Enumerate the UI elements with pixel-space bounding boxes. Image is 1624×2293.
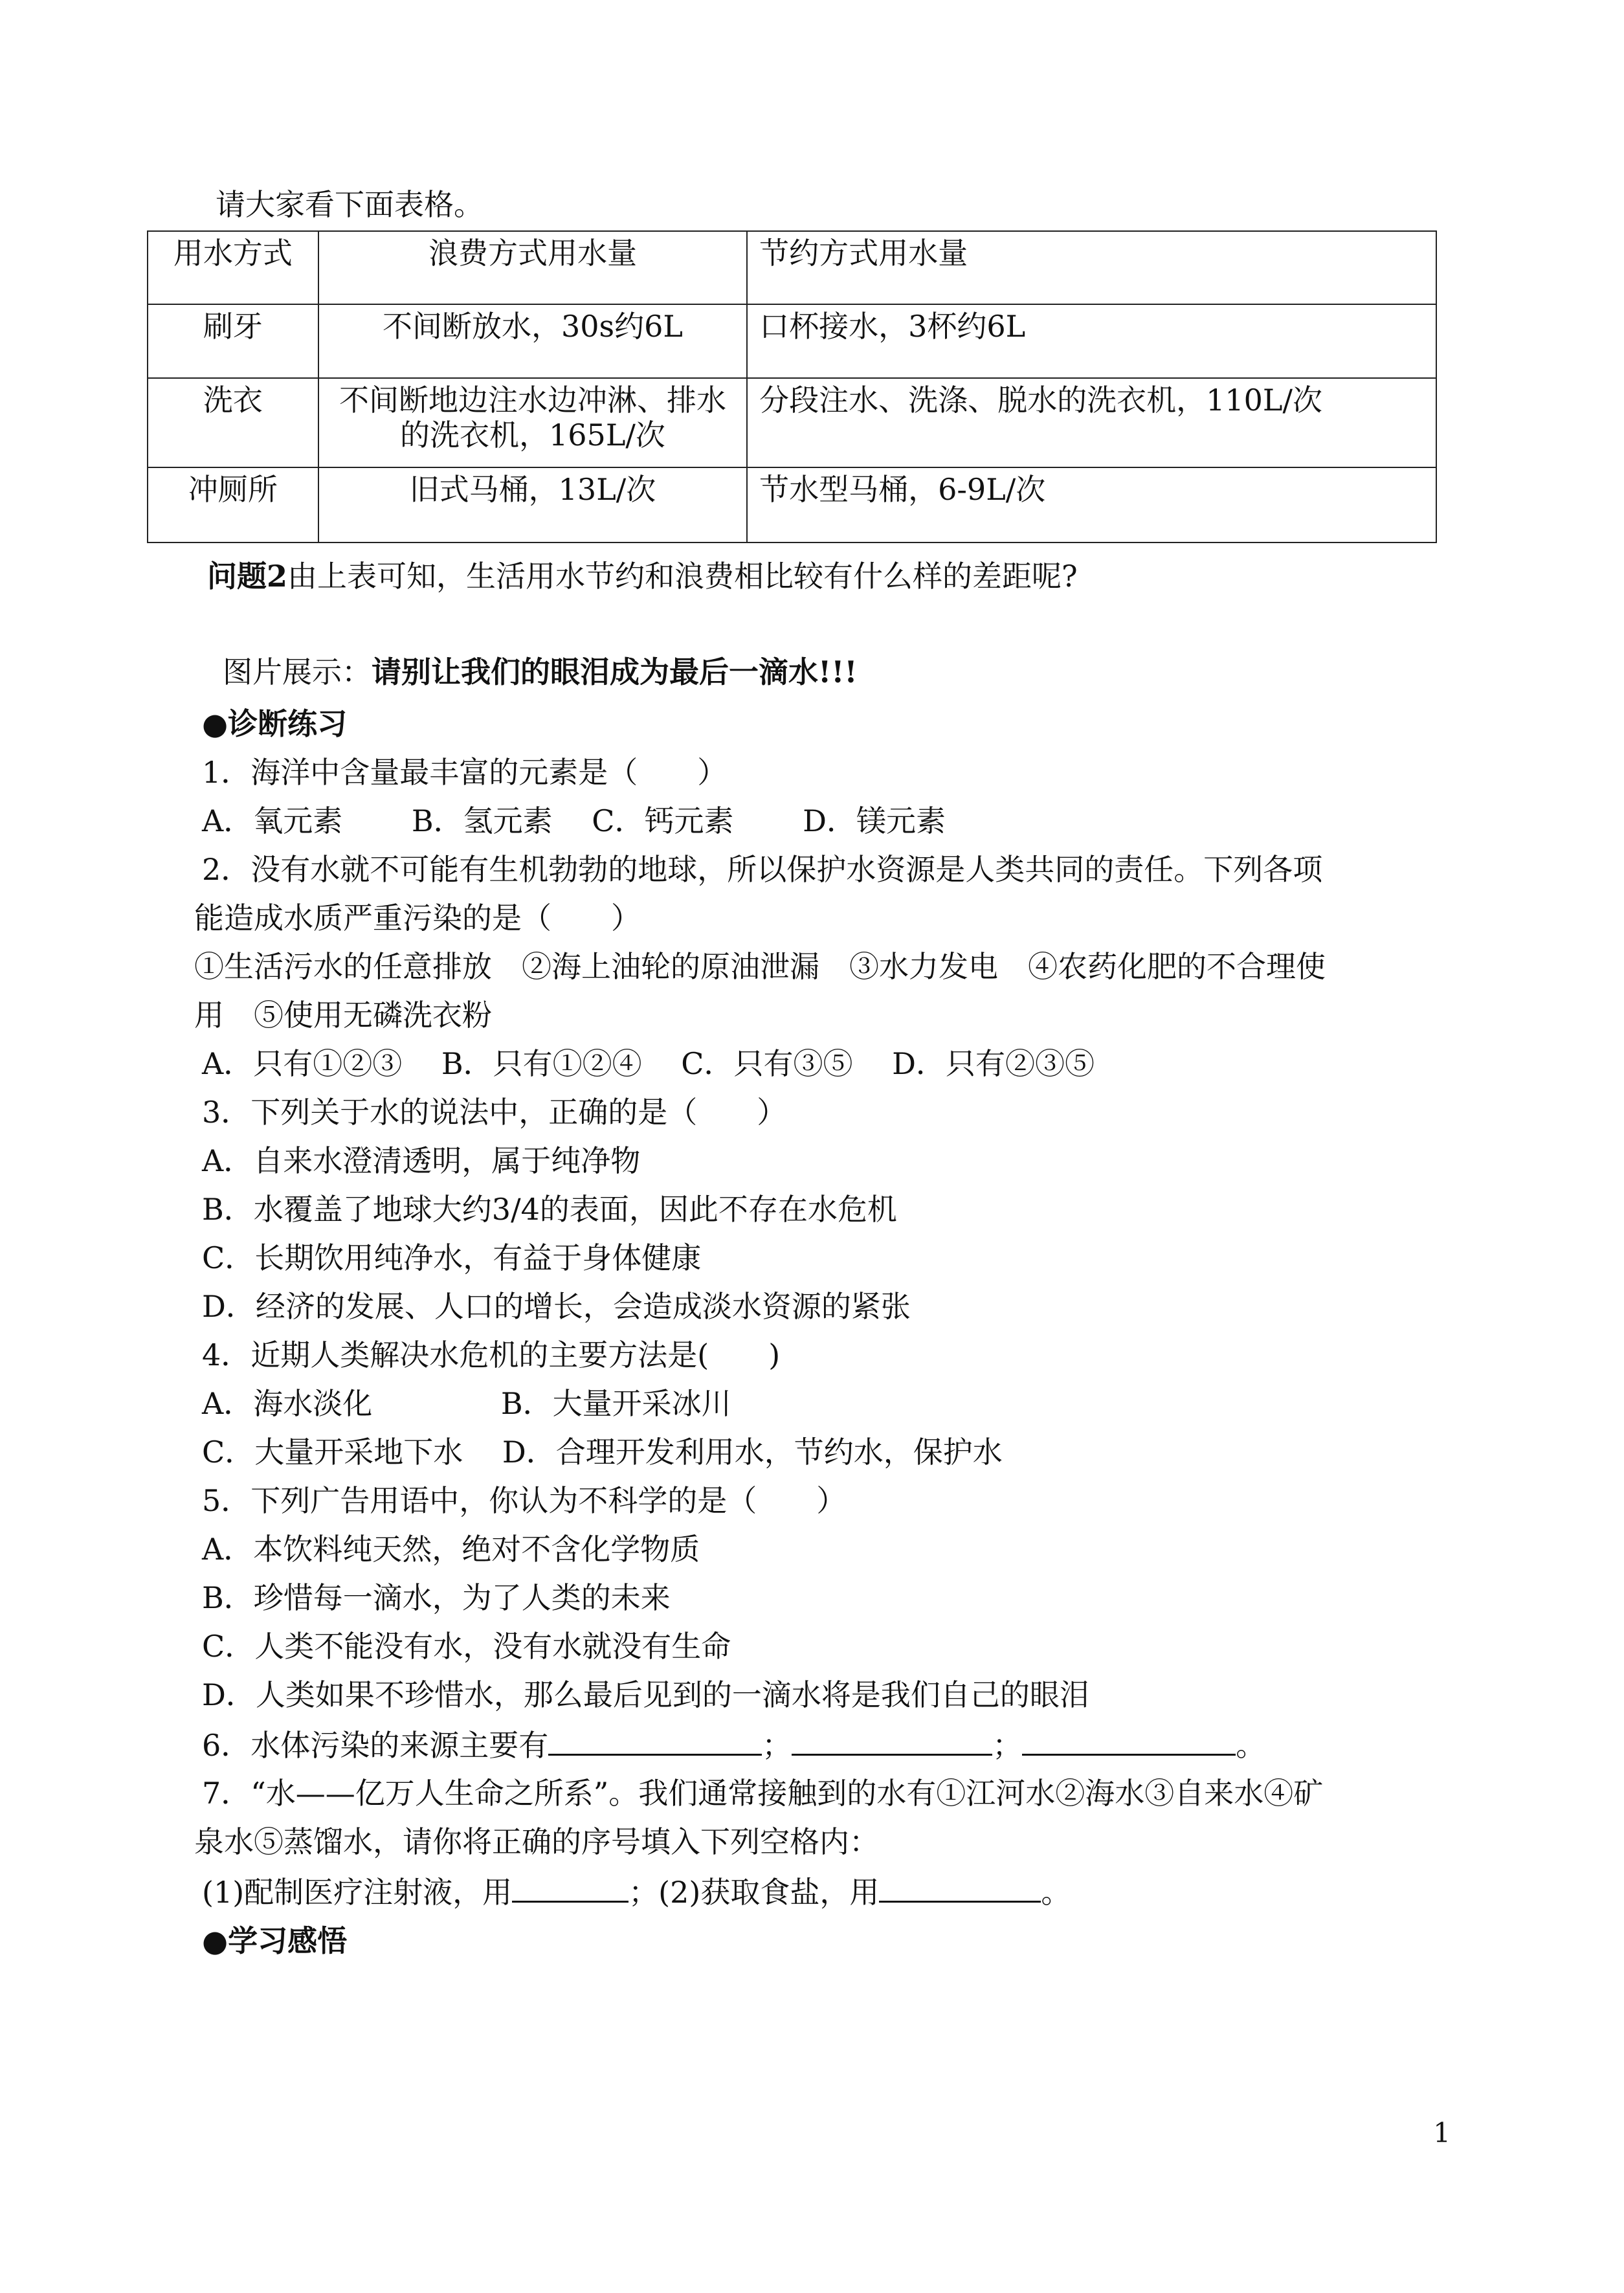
cell-waste: 不间断地边注水边冲淋、排水的洗衣机，165L/次 (318, 378, 747, 467)
q7-fill-in (202, 1871, 1071, 1912)
q6-prefix: 6．水体污染的来源主要有 (202, 1728, 549, 1763)
q7-part1: (1)配制医疗注射液，用 (202, 1875, 513, 1910)
q7-blank-1[interactable] (512, 1871, 628, 1903)
q7-blank-2[interactable] (879, 1871, 1041, 1903)
picture-label: 图片展示： (223, 654, 372, 689)
cell-waste: 不间断放水，30s约6L (318, 304, 747, 378)
section-reflection-heading: ●学习感悟 (202, 1923, 348, 1958)
water-usage-table (147, 230, 1437, 543)
q5-option-b: B．珍惜每一滴水，为了人类的未来 (202, 1580, 671, 1615)
question-2 (207, 557, 1078, 596)
picture-slogan: 请别让我们的眼泪成为最后一滴水!!! (372, 654, 858, 689)
q4-options-ab: A．海水淡化 B．大量开采冰川 (202, 1386, 731, 1421)
q6-blank-1[interactable] (548, 1724, 762, 1756)
section-practice-heading: ●诊断练习 (202, 706, 348, 741)
q6-fill-in (202, 1724, 1265, 1765)
question-2-label: 问题2 (207, 559, 288, 594)
q1-options: A．氧元素 B．氢元素 C．钙元素 D．镁元素 (202, 803, 946, 838)
q6-separator: ； (992, 1728, 1023, 1763)
cell-method: 洗衣 (148, 378, 318, 467)
q6-separator: ； (762, 1728, 792, 1763)
q5-option-c: C．人类不能没有水，没有水就没有生命 (202, 1629, 731, 1664)
cell-save: 分段注水、洗涤、脱水的洗衣机，110L/次 (747, 378, 1436, 467)
q2-stem-line1: 2．没有水就不可能有生机勃勃的地球，所以保护水资源是人类共同的责任。下列各项 (202, 852, 1323, 887)
table-row (148, 467, 1436, 542)
q5-option-a: A．本饮料纯天然，绝对不含化学物质 (202, 1532, 700, 1567)
q7-stem-line2: 泉水⑤蒸馏水，请你将正确的序号填入下列空格内： (194, 1824, 879, 1859)
q3-option-d: D．经济的发展、人口的增长，会造成淡水资源的紧张 (202, 1289, 911, 1324)
q7-part2: (2)获取食盐，用 (658, 1875, 880, 1910)
intro-text: 请大家看下面表格。 (216, 187, 484, 222)
q2-options: A．只有①②③ B．只有①②④ C．只有③⑤ D．只有②③⑤ (202, 1046, 1095, 1081)
table-row (148, 304, 1436, 378)
q3-option-a: A．自来水澄清透明，属于纯净物 (202, 1143, 641, 1178)
q2-stem-line2: 能造成水质严重污染的是（ ） (194, 900, 641, 935)
q1-stem: 1．海洋中含量最丰富的元素是（ ） (202, 755, 728, 790)
q6-blank-3[interactable] (1022, 1724, 1236, 1756)
header-waste-amount: 浪费方式用水量 (318, 231, 747, 304)
q2-items-line1: ①生活污水的任意排放 ②海上油轮的原油泄漏 ③水力发电 ④农药化肥的不合理使 (194, 949, 1326, 984)
q3-option-b: B．水覆盖了地球大约3/4的表面，因此不存在水危机 (202, 1192, 897, 1227)
q4-stem: 4．近期人类解决水危机的主要方法是( ) (202, 1337, 781, 1372)
picture-caption (223, 653, 858, 691)
q6-end: 。 (1236, 1728, 1266, 1763)
q6-blank-2[interactable] (792, 1724, 992, 1756)
cell-save: 节水型马桶，6-9L/次 (747, 467, 1436, 542)
header-usage-method: 用水方式 (148, 231, 318, 304)
q7-end: 。 (1041, 1875, 1071, 1910)
q5-stem: 5．下列广告用语中，你认为不科学的是（ ） (202, 1483, 847, 1518)
table-row (148, 378, 1436, 467)
table-header-row (148, 231, 1436, 304)
cell-method: 冲厕所 (148, 467, 318, 542)
q3-stem: 3．下列关于水的说法中，正确的是（ ） (202, 1095, 787, 1130)
q7-stem-line1: 7．“水——亿万人生命之所系”。我们通常接触到的水有①江河水②海水③自来水④矿 (202, 1776, 1324, 1811)
cell-save: 口杯接水，3杯约6L (747, 304, 1436, 378)
page-number: 1 (1433, 2117, 1451, 2149)
header-save-amount: 节约方式用水量 (747, 231, 1436, 304)
q3-option-c: C．长期饮用纯净水，有益于身体健康 (202, 1240, 702, 1275)
cell-method: 刷牙 (148, 304, 318, 378)
q5-option-d: D．人类如果不珍惜水，那么最后见到的一滴水将是我们自己的眼泪 (202, 1677, 1089, 1712)
cell-waste: 旧式马桶，13L/次 (318, 467, 747, 542)
q4-options-cd: C．大量开采地下水 D．合理开发利用水，节约水，保护水 (202, 1435, 1003, 1470)
q2-items-line2: 用 ⑤使用无磷洗衣粉 (194, 998, 492, 1033)
question-2-text: 由上表可知，生活用水节约和浪费相比较有什么样的差距呢? (287, 559, 1078, 594)
q7-separator: ； (628, 1875, 659, 1910)
